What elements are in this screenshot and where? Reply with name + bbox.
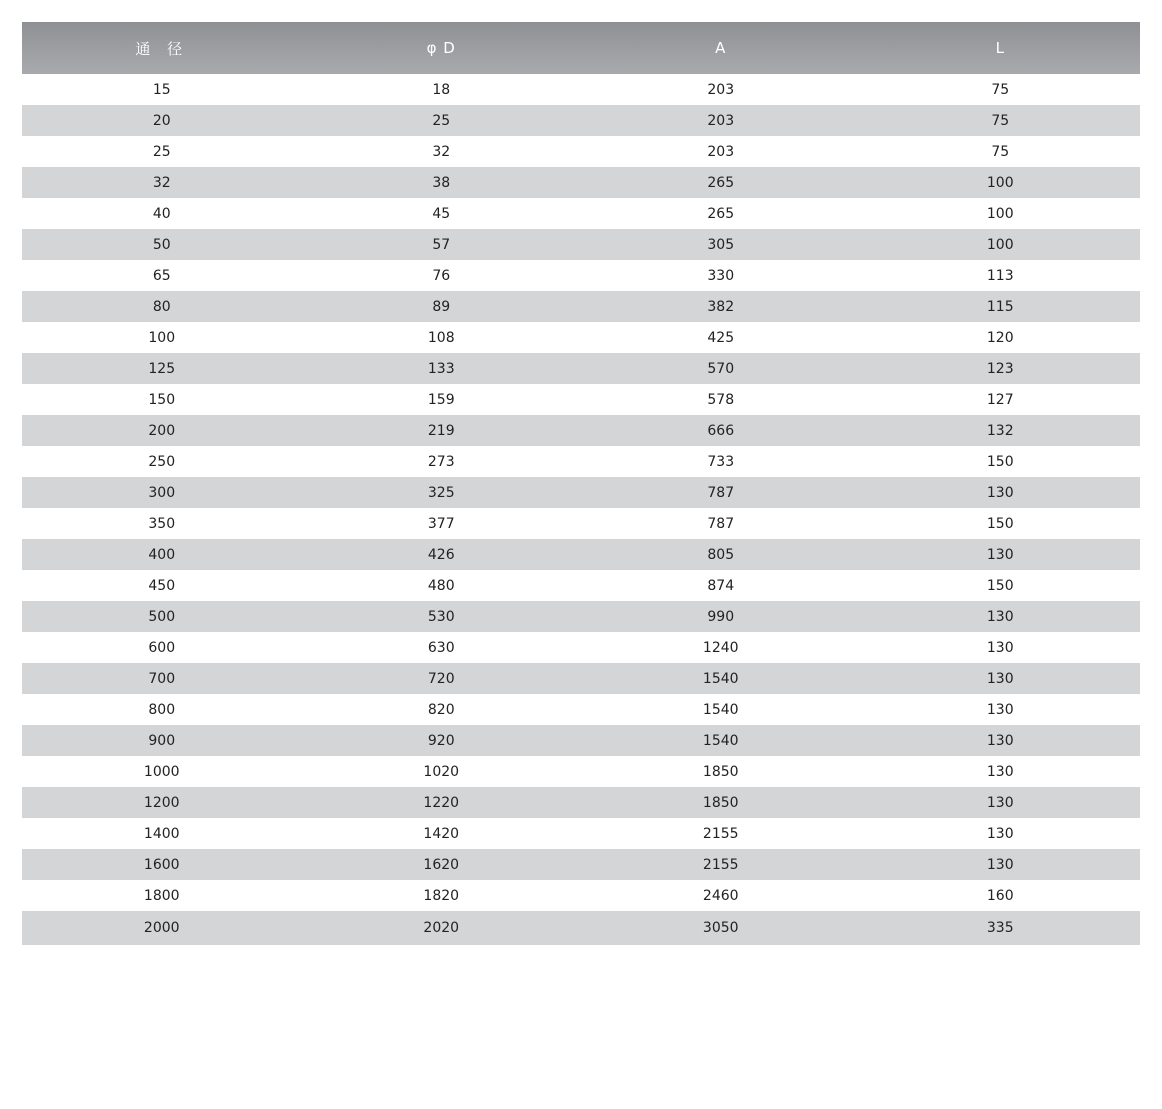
- table-row: [22, 663, 1140, 694]
- table-cell: 203: [581, 74, 861, 105]
- table-cell: 720: [302, 663, 582, 694]
- table-row: [22, 508, 1140, 539]
- table-cell: 130: [861, 663, 1141, 694]
- table-cell: 377: [302, 508, 582, 539]
- table-row: [22, 260, 1140, 291]
- table-row: [22, 229, 1140, 260]
- table-cell: 150: [861, 508, 1141, 539]
- table-cell: 1540: [581, 725, 861, 756]
- table-cell: 265: [581, 198, 861, 229]
- table-row: [22, 353, 1140, 384]
- table-cell: 600: [22, 632, 302, 663]
- table-row: [22, 74, 1140, 105]
- table-cell: 125: [22, 353, 302, 384]
- table-cell: 115: [861, 291, 1141, 322]
- table-cell: 45: [302, 198, 582, 229]
- table-cell: 1240: [581, 632, 861, 663]
- table-cell: 733: [581, 446, 861, 477]
- column-header-a: A: [581, 22, 861, 74]
- table-cell: 150: [861, 446, 1141, 477]
- table-row: [22, 198, 1140, 229]
- table-cell: 219: [302, 415, 582, 446]
- table-cell: 335: [861, 911, 1141, 945]
- table-row: [22, 787, 1140, 818]
- table-row: [22, 291, 1140, 322]
- table-row: [22, 384, 1140, 415]
- table-cell: 130: [861, 787, 1141, 818]
- table-cell: 1800: [22, 880, 302, 911]
- table-cell: 2155: [581, 849, 861, 880]
- table-cell: 130: [861, 601, 1141, 632]
- table-cell: 1620: [302, 849, 582, 880]
- table-row: [22, 818, 1140, 849]
- table-cell: 382: [581, 291, 861, 322]
- table-cell: 800: [22, 694, 302, 725]
- table-row: [22, 911, 1140, 945]
- table-cell: 450: [22, 570, 302, 601]
- table-row: [22, 539, 1140, 570]
- table-cell: 530: [302, 601, 582, 632]
- table-cell: 1000: [22, 756, 302, 787]
- table-cell: 990: [581, 601, 861, 632]
- table-cell: 250: [22, 446, 302, 477]
- table-cell: 700: [22, 663, 302, 694]
- table-cell: 1200: [22, 787, 302, 818]
- table-cell: 130: [861, 539, 1141, 570]
- table-cell: 65: [22, 260, 302, 291]
- table-cell: 1540: [581, 663, 861, 694]
- table-cell: 113: [861, 260, 1141, 291]
- table-cell: 80: [22, 291, 302, 322]
- table-cell: 133: [302, 353, 582, 384]
- table-cell: 200: [22, 415, 302, 446]
- column-header-nominal-diameter: 通 径: [22, 22, 302, 74]
- table-cell: 130: [861, 849, 1141, 880]
- table-cell: 20: [22, 105, 302, 136]
- table-cell: 130: [861, 632, 1141, 663]
- table-cell: 874: [581, 570, 861, 601]
- table-header-row: [22, 22, 1140, 74]
- table-cell: 159: [302, 384, 582, 415]
- table-row: [22, 632, 1140, 663]
- table-cell: 100: [861, 198, 1141, 229]
- table-cell: 100: [22, 322, 302, 353]
- table-cell: 1850: [581, 756, 861, 787]
- table-cell: 400: [22, 539, 302, 570]
- table-cell: 108: [302, 322, 582, 353]
- table-cell: 1820: [302, 880, 582, 911]
- table-row: [22, 725, 1140, 756]
- table-row: [22, 322, 1140, 353]
- table-row: [22, 136, 1140, 167]
- table-cell: 1540: [581, 694, 861, 725]
- table-cell: 305: [581, 229, 861, 260]
- table-cell: 330: [581, 260, 861, 291]
- spec-table-container: [22, 22, 1140, 945]
- table-row: [22, 601, 1140, 632]
- table-cell: 787: [581, 477, 861, 508]
- table-row: [22, 570, 1140, 601]
- table-cell: 300: [22, 477, 302, 508]
- table-cell: 805: [581, 539, 861, 570]
- table-cell: 350: [22, 508, 302, 539]
- dimension-table: [22, 22, 1140, 945]
- table-cell: 1220: [302, 787, 582, 818]
- table-row: [22, 415, 1140, 446]
- table-cell: 130: [861, 818, 1141, 849]
- table-cell: 25: [22, 136, 302, 167]
- table-cell: 100: [861, 167, 1141, 198]
- table-cell: 123: [861, 353, 1141, 384]
- table-cell: 130: [861, 725, 1141, 756]
- table-cell: 1400: [22, 818, 302, 849]
- table-cell: 50: [22, 229, 302, 260]
- table-row: [22, 105, 1140, 136]
- table-row: [22, 880, 1140, 911]
- table-cell: 900: [22, 725, 302, 756]
- table-cell: 265: [581, 167, 861, 198]
- table-cell: 89: [302, 291, 582, 322]
- table-cell: 160: [861, 880, 1141, 911]
- table-body: [22, 74, 1140, 945]
- table-cell: 2000: [22, 911, 302, 945]
- table-row: [22, 849, 1140, 880]
- table-cell: 38: [302, 167, 582, 198]
- table-cell: 3050: [581, 911, 861, 945]
- table-cell: 75: [861, 136, 1141, 167]
- table-cell: 500: [22, 601, 302, 632]
- table-cell: 132: [861, 415, 1141, 446]
- table-cell: 18: [302, 74, 582, 105]
- table-cell: 920: [302, 725, 582, 756]
- table-cell: 325: [302, 477, 582, 508]
- table-cell: 130: [861, 694, 1141, 725]
- table-cell: 425: [581, 322, 861, 353]
- column-header-l: L: [861, 22, 1141, 74]
- table-cell: 1020: [302, 756, 582, 787]
- table-cell: 480: [302, 570, 582, 601]
- table-cell: 578: [581, 384, 861, 415]
- table-row: [22, 446, 1140, 477]
- table-cell: 1850: [581, 787, 861, 818]
- table-cell: 203: [581, 105, 861, 136]
- table-cell: 1420: [302, 818, 582, 849]
- table-cell: 32: [302, 136, 582, 167]
- table-cell: 2155: [581, 818, 861, 849]
- table-cell: 15: [22, 74, 302, 105]
- table-cell: 426: [302, 539, 582, 570]
- table-cell: 787: [581, 508, 861, 539]
- table-header: [22, 22, 1140, 74]
- table-cell: 76: [302, 260, 582, 291]
- table-row: [22, 756, 1140, 787]
- table-cell: 203: [581, 136, 861, 167]
- table-cell: 2460: [581, 880, 861, 911]
- table-cell: 130: [861, 477, 1141, 508]
- table-row: [22, 694, 1140, 725]
- table-cell: 666: [581, 415, 861, 446]
- table-cell: 57: [302, 229, 582, 260]
- table-cell: 630: [302, 632, 582, 663]
- table-cell: 570: [581, 353, 861, 384]
- table-cell: 75: [861, 74, 1141, 105]
- table-cell: 820: [302, 694, 582, 725]
- table-cell: 25: [302, 105, 582, 136]
- column-header-phi-d: φ D: [302, 22, 582, 74]
- table-cell: 273: [302, 446, 582, 477]
- table-row: [22, 167, 1140, 198]
- table-cell: 127: [861, 384, 1141, 415]
- table-row: [22, 477, 1140, 508]
- table-cell: 150: [22, 384, 302, 415]
- table-cell: 120: [861, 322, 1141, 353]
- table-cell: 75: [861, 105, 1141, 136]
- table-cell: 32: [22, 167, 302, 198]
- table-cell: 1600: [22, 849, 302, 880]
- table-cell: 150: [861, 570, 1141, 601]
- table-cell: 100: [861, 229, 1141, 260]
- table-cell: 2020: [302, 911, 582, 945]
- table-cell: 130: [861, 756, 1141, 787]
- table-cell: 40: [22, 198, 302, 229]
